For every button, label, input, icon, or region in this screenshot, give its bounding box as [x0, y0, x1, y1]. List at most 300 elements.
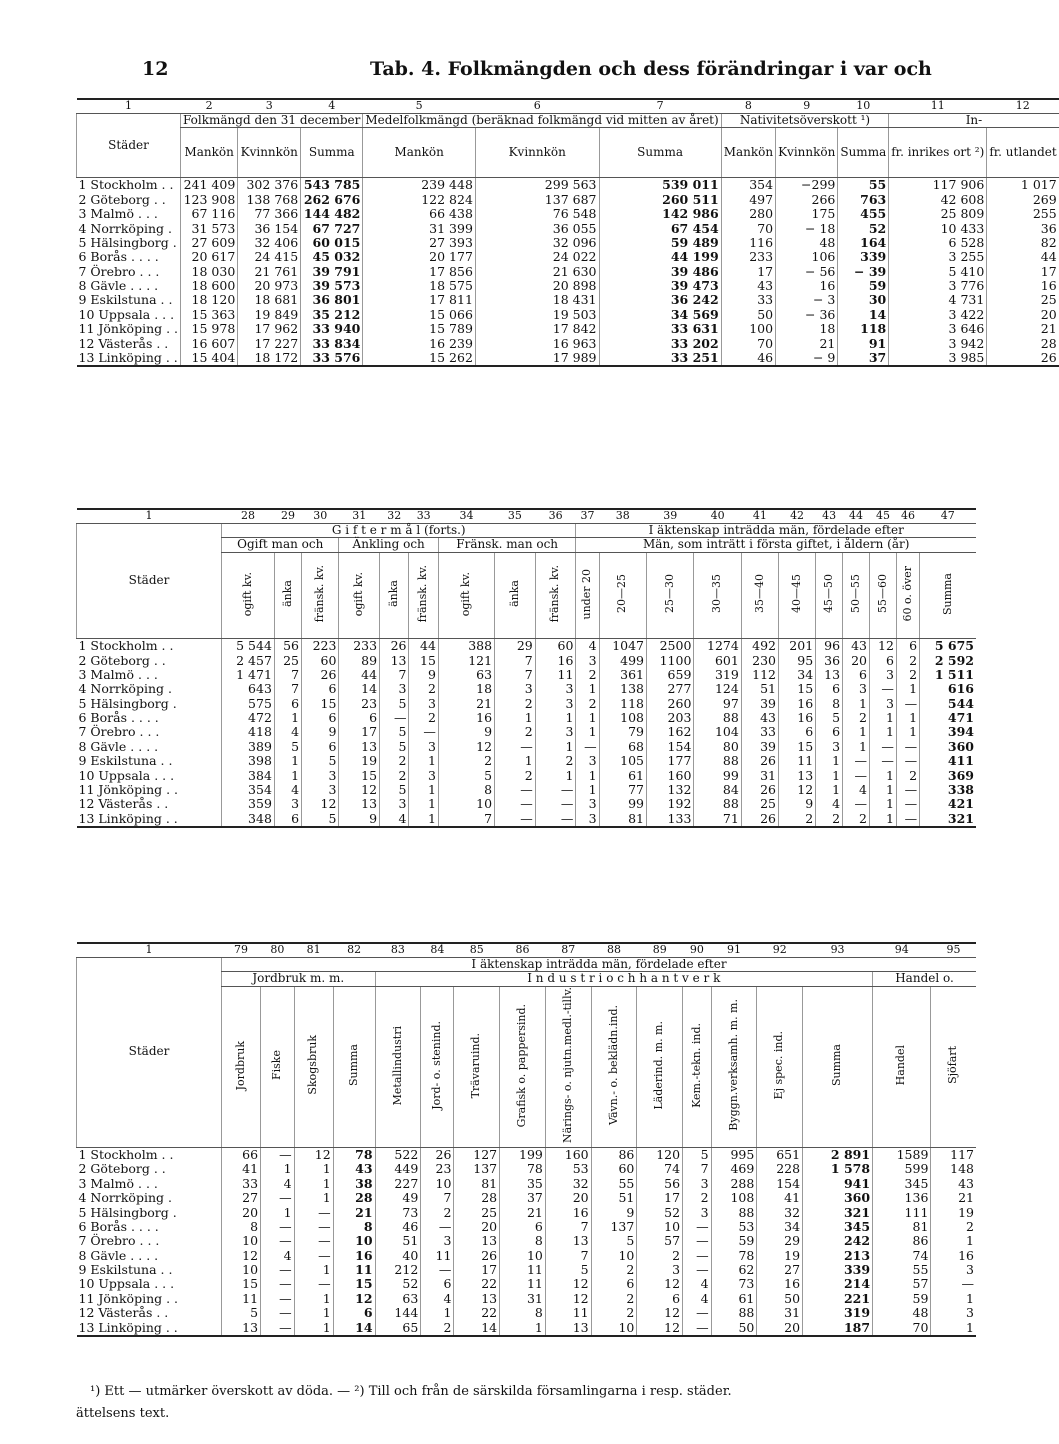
column-number: 44	[843, 509, 870, 523]
table-cell: 31	[757, 1306, 803, 1320]
city-name: 3 Malmö . . .	[78, 206, 158, 222]
table-cell: 3	[816, 740, 843, 754]
table-cell: 2	[495, 769, 536, 783]
column-number: 38	[599, 509, 646, 523]
column-header	[711, 987, 757, 1148]
table-cell: 1	[576, 711, 599, 725]
column-number: 45	[870, 509, 897, 523]
column-number: 95	[931, 943, 976, 957]
table-cell: 1	[274, 754, 301, 768]
table-cell: 13	[778, 769, 815, 783]
table-row	[77, 639, 977, 654]
city-name: 9 Eskilstuna . .	[78, 292, 173, 308]
table-cell: 164	[838, 236, 889, 250]
table-cell: 299 563	[475, 178, 599, 193]
column-number: 41	[741, 509, 778, 523]
table-cell: 14	[333, 1321, 375, 1336]
table-cell: 1	[816, 783, 843, 797]
column-header	[261, 987, 295, 1148]
table-cell: 1	[421, 1306, 454, 1320]
table-cell: 105	[599, 754, 646, 768]
table-cell: 255	[987, 207, 1059, 221]
table-row	[77, 1206, 977, 1220]
table-cell: 543 785	[301, 178, 363, 193]
column-header-label: 45—50	[821, 574, 835, 614]
table-cell: 20	[454, 1220, 500, 1234]
table-cell: —	[683, 1263, 712, 1277]
table-cell: 21 630	[475, 265, 599, 279]
table-cell: 5	[380, 725, 409, 739]
table-cell: 100	[721, 322, 775, 336]
table-cell: —	[843, 769, 870, 783]
table-cell: 116	[721, 236, 775, 250]
table-cell: 3	[843, 682, 870, 696]
table-cell: 82	[987, 236, 1059, 250]
table-cell: 124	[694, 682, 741, 696]
table-cell: 10	[591, 1321, 637, 1336]
table-cell: 70	[873, 1321, 931, 1336]
column-number: 84	[421, 943, 454, 957]
table-row	[77, 1277, 977, 1291]
table-cell: 17	[454, 1263, 500, 1277]
table-cell: 260	[647, 697, 694, 711]
table-cell: 18 172	[238, 351, 301, 366]
table-cell: 6	[302, 711, 339, 725]
table-cell: 544	[920, 697, 976, 711]
table-cell: 2	[683, 1191, 712, 1205]
table-cell: 6	[274, 697, 301, 711]
table-cell: −299	[776, 178, 838, 193]
table-cell: 7	[421, 1191, 454, 1205]
table-cell: 175	[776, 207, 838, 221]
table-cell: 1	[294, 1321, 333, 1336]
table-cell: 40	[375, 1249, 421, 1263]
table-cell: 33 940	[301, 322, 363, 336]
table-cell: 16 607	[181, 337, 238, 351]
table-cell: 18 431	[475, 293, 599, 307]
table-cell: 60	[535, 639, 576, 654]
table-cell: 36 801	[301, 293, 363, 307]
table-cell: 80	[694, 740, 741, 754]
table-cell: 86	[873, 1234, 931, 1248]
table-cell: 4	[274, 783, 301, 797]
column-number: 35	[495, 509, 536, 523]
table-cell: 21	[776, 337, 838, 351]
table-cell: 78	[333, 1148, 375, 1163]
column-number: 86	[500, 943, 546, 957]
table-row	[77, 725, 977, 739]
table-cell: 7	[545, 1220, 591, 1234]
table-cell: 51	[591, 1191, 637, 1205]
table-cell: 3	[535, 697, 576, 711]
table-cell: 123 908	[181, 193, 238, 207]
table-cell: 398	[222, 754, 275, 768]
table-cell: 6	[896, 639, 919, 654]
table-row	[77, 322, 1059, 336]
group-header: Män, som inträtt i första giftet, i åldern (år)	[576, 538, 976, 553]
table-cell: 2	[380, 754, 409, 768]
table-cell: 319	[803, 1306, 873, 1320]
table-cell: 8	[816, 697, 843, 711]
column-number: 80	[261, 943, 295, 957]
table-cell: 18 600	[181, 279, 238, 293]
city-name: 6 Borås . . . .	[78, 249, 159, 265]
table-cell: —	[294, 1277, 333, 1291]
table-cell: 13	[816, 668, 843, 682]
table-cell: 469	[711, 1162, 757, 1176]
table-cell: 136	[873, 1191, 931, 1205]
table-cell: 1	[843, 725, 870, 739]
table-cell: 142 986	[599, 207, 721, 221]
table-cell: 21	[987, 322, 1059, 336]
table-cell: 137	[454, 1162, 500, 1176]
table-row	[77, 1148, 977, 1163]
table-cell: − 56	[776, 265, 838, 279]
table-cell: 17	[721, 265, 775, 279]
table-cell: —	[931, 1277, 976, 1291]
table-cell: 15	[409, 654, 438, 668]
table-cell: 2 457	[222, 654, 275, 668]
table-cell: 9	[339, 812, 380, 827]
table-cell: 18 681	[238, 293, 301, 307]
table-cell: 13	[545, 1321, 591, 1336]
table-cell: 4	[261, 1177, 295, 1191]
subgroup-header: Fränsk. man och	[438, 538, 576, 553]
column-number: 29	[274, 509, 301, 523]
table-cell: 12	[339, 783, 380, 797]
table-row	[77, 1220, 977, 1234]
table-cell: 36 242	[599, 293, 721, 307]
table-cell: 5	[302, 812, 339, 827]
table-cell: 117 906	[889, 178, 987, 193]
table-cell: 8	[500, 1306, 546, 1320]
table-cell: 388	[438, 639, 494, 654]
table-cell: 3	[576, 654, 599, 668]
table-cell: 33	[721, 293, 775, 307]
table-cell: —	[843, 797, 870, 811]
table-cell: 18 120	[181, 293, 238, 307]
table-cell: —	[261, 1148, 295, 1163]
column-header	[647, 553, 694, 639]
column-header	[757, 987, 803, 1148]
column-header	[375, 987, 421, 1148]
table-cell: 27 393	[363, 236, 476, 250]
column-number: 3	[238, 99, 301, 113]
table-cell: 34 569	[599, 308, 721, 322]
table-cell: 35 212	[301, 308, 363, 322]
table-cell: 3	[380, 797, 409, 811]
table-cell: 2	[591, 1263, 637, 1277]
table-row	[77, 207, 1059, 221]
table-cell: 44	[339, 668, 380, 682]
table-cell: 1	[896, 711, 919, 725]
table-cell: 1	[294, 1162, 333, 1176]
table-cell: 22	[454, 1277, 500, 1291]
table-cell: 1	[535, 769, 576, 783]
table-cell: —	[535, 783, 576, 797]
city-name: 2 Göteborg . .	[78, 652, 166, 668]
table-cell: 16	[545, 1206, 591, 1220]
table-cell: 25	[274, 654, 301, 668]
table-cell: 15	[302, 697, 339, 711]
table-cell: 616	[920, 682, 976, 696]
table-cell: 11	[421, 1249, 454, 1263]
table-cell: 361	[599, 668, 646, 682]
table-cell: 1	[931, 1292, 976, 1306]
city-name: 1 Stockholm . .	[78, 177, 174, 193]
table-cell: 302 376	[238, 178, 301, 193]
table-cell: 995	[711, 1148, 757, 1163]
table-cell: 214	[803, 1277, 873, 1291]
table-cell: 33 631	[599, 322, 721, 336]
column-header	[870, 553, 897, 639]
column-number: 43	[816, 509, 843, 523]
table-cell: 4	[261, 1249, 295, 1263]
table-cell: 37	[500, 1191, 546, 1205]
table-cell: 6	[816, 725, 843, 739]
table-cell: 3	[637, 1263, 683, 1277]
table-cell: 96	[816, 639, 843, 654]
table-cell: 20	[843, 654, 870, 668]
table-cell: 539 011	[599, 178, 721, 193]
table-cell: 3	[495, 682, 536, 696]
table-cell: 66 438	[363, 207, 476, 221]
table-cell: 13	[454, 1292, 500, 1306]
table-cell: 18	[438, 682, 494, 696]
table-cell: 1	[870, 725, 897, 739]
table-cell: 68	[599, 740, 646, 754]
table-cell: 8	[438, 783, 494, 797]
city-name: 1 Stockholm . .	[78, 1147, 174, 1163]
table-cell: 46	[375, 1220, 421, 1234]
table-cell: 81	[454, 1177, 500, 1191]
table-cell: 5	[380, 783, 409, 797]
table-cell: 112	[741, 668, 778, 682]
table-cell: 7	[683, 1162, 712, 1176]
table-cell: —	[421, 1220, 454, 1234]
page-number: 12	[142, 58, 169, 80]
column-number: 83	[375, 943, 421, 957]
column-number: 89	[637, 943, 683, 957]
table-row	[77, 178, 1059, 193]
city-name: 11 Jönköping . .	[78, 321, 179, 337]
table-cell: 33 251	[599, 351, 721, 366]
table-cell: 36	[987, 222, 1059, 236]
table-cell: 26	[454, 1249, 500, 1263]
column-header	[873, 987, 931, 1148]
table-cell: 2	[409, 682, 438, 696]
column-numbers	[77, 509, 977, 523]
table-cell: 384	[222, 769, 275, 783]
table-cell: 12	[637, 1321, 683, 1336]
table-cell: 160	[545, 1148, 591, 1163]
table-cell: 29	[757, 1234, 803, 1248]
table-cell: 3	[409, 740, 438, 754]
table-cell: 95	[778, 654, 815, 668]
column-number: 40	[694, 509, 741, 523]
table-cell: 16	[778, 711, 815, 725]
table-cell: 9	[438, 725, 494, 739]
table-cell: 7	[380, 668, 409, 682]
column-number: 33	[409, 509, 438, 523]
table-cell: 39 473	[599, 279, 721, 293]
table-cell: 3	[380, 682, 409, 696]
column-header-label: Skogsbruk	[306, 1035, 320, 1096]
column-header-label: fränsk. kv.	[416, 565, 430, 623]
table-cell: 42 608	[889, 193, 987, 207]
column-number: 37	[576, 509, 599, 523]
table-cell: 651	[757, 1148, 803, 1163]
column-header	[302, 553, 339, 639]
table-cell: 117	[931, 1148, 976, 1163]
table-row	[77, 668, 977, 682]
table-cell: 154	[757, 1177, 803, 1191]
table-cell: 3	[683, 1206, 712, 1220]
table-cell: 26	[741, 812, 778, 827]
table-cell: 19	[757, 1249, 803, 1263]
city-name: 9 Eskilstuna . .	[78, 753, 173, 769]
table-cell: 1	[495, 754, 536, 768]
table-cell: 73	[711, 1277, 757, 1291]
city-name: 11 Jönköping . .	[78, 1290, 179, 1306]
table-cell: 3	[535, 682, 576, 696]
table-cell: 1	[576, 783, 599, 797]
table-cell: 12	[302, 797, 339, 811]
table-cell: 12	[222, 1249, 261, 1263]
table-cell: 120	[637, 1148, 683, 1163]
table-cell: 137	[591, 1220, 637, 1234]
table-cell: 11	[500, 1263, 546, 1277]
table-cell: 97	[694, 697, 741, 711]
column-header	[741, 553, 778, 639]
table-cell: 43	[741, 711, 778, 725]
table-cell: 11	[222, 1292, 261, 1306]
table-cell: 108	[599, 711, 646, 725]
column-header	[599, 553, 646, 639]
city-name: 10 Uppsala . . .	[78, 1276, 175, 1292]
table-cell: − 18	[776, 222, 838, 236]
column-header-label: Kvinnkön	[240, 145, 298, 160]
table-cell: 44 199	[599, 250, 721, 264]
column-header	[294, 987, 333, 1148]
table-cell: 48	[873, 1306, 931, 1320]
table-cell: 1047	[599, 639, 646, 654]
table-cell: 56	[274, 639, 301, 654]
table-cell: 492	[741, 639, 778, 654]
table-cell: 88	[711, 1306, 757, 1320]
table-cell: 33	[222, 1177, 261, 1191]
table-cell: 57	[637, 1234, 683, 1248]
table-cell: 25	[454, 1206, 500, 1220]
table-cell: 32 096	[475, 236, 599, 250]
table-cell: 601	[694, 654, 741, 668]
column-header	[333, 987, 375, 1148]
table-cell: 118	[599, 697, 646, 711]
table-cell: 50	[721, 308, 775, 322]
table-cell: − 9	[776, 351, 838, 366]
table-cell: 192	[647, 797, 694, 811]
table-cell: 11	[535, 668, 576, 682]
table-cell: 18 575	[363, 279, 476, 293]
column-number: 28	[222, 509, 275, 523]
column-number: 47	[920, 509, 976, 523]
column-header	[920, 553, 976, 639]
table-cell: 213	[803, 1249, 873, 1263]
table-cell: 3	[576, 812, 599, 827]
table-cell: 599	[873, 1162, 931, 1176]
table-cell: 79	[599, 725, 646, 739]
table-cell: 52	[838, 222, 889, 236]
column-header-label: Jordbruk	[233, 1040, 247, 1090]
table-cell: 21	[438, 697, 494, 711]
table-cell: 36	[816, 654, 843, 668]
column-header	[438, 553, 494, 639]
table-cell: 46	[721, 351, 775, 366]
table-cell: 3	[931, 1263, 976, 1277]
column-header-label: 60 o. över	[900, 566, 914, 622]
column-header-label: 40—45	[789, 574, 803, 614]
table-cell: —	[683, 1220, 712, 1234]
table-cell: 497	[721, 193, 775, 207]
table-cell: 77 366	[238, 207, 301, 221]
table-cell: 2 592	[920, 654, 976, 668]
table-cell: 12	[637, 1306, 683, 1320]
table-cell: 18 030	[181, 265, 238, 279]
column-number: 92	[757, 943, 803, 957]
table-cell: 1	[409, 783, 438, 797]
column-header	[591, 987, 637, 1148]
table-cell: 1	[535, 740, 576, 754]
table-cell: 941	[803, 1177, 873, 1191]
table-cell: 99	[599, 797, 646, 811]
table-cell: 26	[741, 783, 778, 797]
table-cell: 20 898	[475, 279, 599, 293]
column-header	[816, 553, 843, 639]
table-cell: 221	[803, 1292, 873, 1306]
city-name: 3 Malmö . . .	[78, 666, 158, 682]
table-cell: 10 433	[889, 222, 987, 236]
table-cell: 28	[454, 1191, 500, 1205]
table-cell: 56	[637, 1177, 683, 1191]
table-cell: 4	[274, 725, 301, 739]
group-header: G i f t e r m å l (forts.)	[222, 523, 576, 538]
table-cell: 31	[741, 769, 778, 783]
table-cell: —	[294, 1234, 333, 1248]
column-header-label: Summa	[308, 145, 355, 160]
table-cell: − 36	[776, 308, 838, 322]
table-cell: 1	[500, 1321, 546, 1336]
table-cell: 63	[375, 1292, 421, 1306]
table-cell: 2	[591, 1292, 637, 1306]
table-cell: —	[870, 740, 897, 754]
table-cell: 2	[421, 1206, 454, 1220]
table-cell: 2 891	[803, 1148, 873, 1163]
table-cell: 38	[333, 1177, 375, 1191]
column-number: 30	[302, 509, 339, 523]
table-cell: 8	[500, 1234, 546, 1248]
table-cell: —	[896, 812, 919, 827]
table-cell: 233	[721, 250, 775, 264]
column-header	[896, 553, 919, 639]
table-cell: 1	[261, 1162, 295, 1176]
table-cell: 39	[741, 740, 778, 754]
table-cell: 6	[302, 682, 339, 696]
table-cell: 122 824	[363, 193, 476, 207]
table-cell: 78	[500, 1162, 546, 1176]
table-cell: 2	[843, 711, 870, 725]
table-cell: 43	[931, 1177, 976, 1191]
table-cell: 65	[375, 1321, 421, 1336]
